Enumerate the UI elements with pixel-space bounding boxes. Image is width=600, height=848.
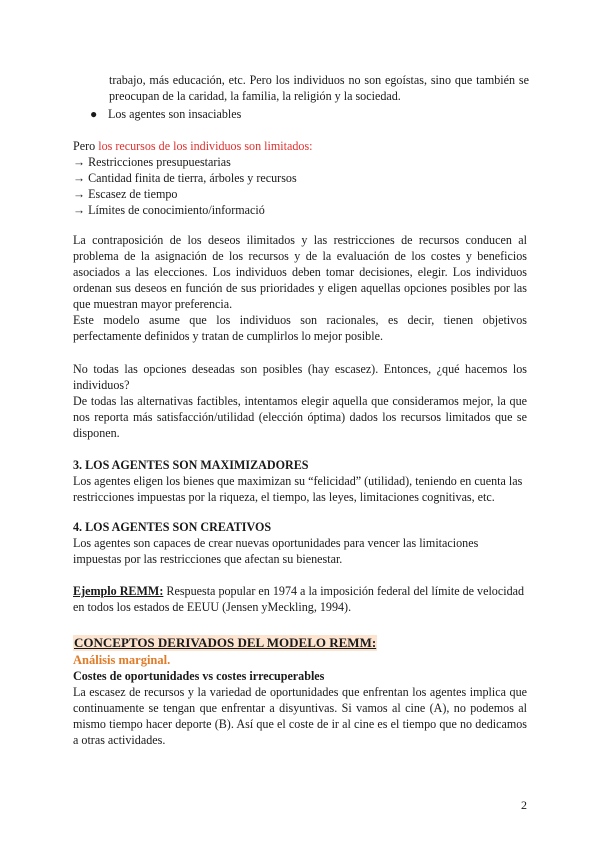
text-line: Los agentes son capaces de crear nuevas oportunidades para vencer las limitaciones <box>73 536 479 550</box>
bullet-continuation <box>109 72 529 104</box>
bullet-item <box>90 106 241 122</box>
text-line: nos reporta más satisfacción/utilidad (elección óptima) dados los recursos limitados que se <box>73 410 527 424</box>
limits-intro-prefix: Pero <box>73 139 99 153</box>
text-line: disponen. <box>73 426 120 440</box>
text-line: perfectamente definidos y tratan de cumplirlos lo mejor posible. <box>73 329 383 343</box>
text-line: individuos? <box>73 378 130 392</box>
text-line: La escasez de recursos y la variedad de oportunidades que enfrentan los agentes implica que <box>73 685 527 699</box>
limit-item: → Límites de conocimiento/informació <box>73 203 265 217</box>
paragraph-allocation <box>73 232 527 344</box>
example-line <box>73 583 527 599</box>
section-maximizers <box>73 457 527 505</box>
limits-section <box>73 138 527 218</box>
text-line: mismo tiempo hacer deporte (B). Así que el coste de ir al cine es el tiempo que no dedicamos <box>73 717 527 731</box>
concepts-heading: CONCEPTOS DERIVADOS DEL MODELO REMM: <box>74 635 377 650</box>
costs-heading: Costes de oportunidades vs costes irrecuperables <box>73 669 325 683</box>
text-line: asociados a las elecciones. Los individuos deben tomar decisiones, elegir. Los individuos <box>73 265 527 279</box>
section-heading: 4. LOS AGENTES SON CREATIVOS <box>73 520 272 534</box>
example-text: Respuesta popular en 1974 a la imposición federal del límite de velocidad <box>163 584 525 598</box>
text-line: Los agentes eligen los bienes que maximizan su “felicidad” (utilidad), teniendo en cuenta las <box>73 474 523 488</box>
section-heading: 3. LOS AGENTES SON MAXIMIZADORES <box>73 458 309 472</box>
text-line: restricciones impuestas por la riqueza, el tiempo, las leyes, limitaciones cognitivas, etc. <box>73 490 495 504</box>
limits-intro-highlight: los recursos de los individuos son limitados: <box>98 139 313 153</box>
text-line: preocupan de la caridad, la familia, la religión y la sociedad. <box>109 89 401 103</box>
text-line: en todos los estados de EEUU (Jensen yMeckling, 1994). <box>73 600 352 614</box>
text-line: No todas las opciones deseadas son posibles (hay escasez). Entonces, ¿qué hacemos los <box>73 362 527 376</box>
text-line: De todas las alternativas factibles, intentamos elegir aquella que consideramos mejor, la que <box>73 394 527 408</box>
example-label: Ejemplo REMM: <box>73 584 164 598</box>
costs-section <box>73 668 527 748</box>
paragraph-choice <box>73 361 527 441</box>
section-creative <box>73 519 527 567</box>
bullet-icon: ● <box>90 107 98 121</box>
marginal-analysis-heading: Análisis marginal. <box>73 653 171 667</box>
text-line: a otras actividades. <box>73 733 166 747</box>
limit-item: → Escasez de tiempo <box>73 187 178 201</box>
limit-item: → Restricciones presupuestarias <box>73 155 231 169</box>
text-line: ordenan sus deseos en función de sus prioridades y eligen aquellas opciones posibles por las <box>73 281 527 295</box>
text-line: impuestas por las restricciones que afectan su bienestar. <box>73 552 343 566</box>
limit-item: → Cantidad finita de tierra, árboles y recursos <box>73 171 297 185</box>
example-remm <box>73 583 527 615</box>
limits-intro <box>73 138 527 154</box>
page-number: 2 <box>521 798 527 812</box>
text-line: que muestran mayor preferencia. <box>73 297 233 311</box>
bullet-text: Los agentes son insaciables <box>108 107 242 121</box>
text-line: Este modelo asume que los individuos son racionales, es decir, tienen objetivos <box>73 313 527 327</box>
text-line: La contraposición de los deseos ilimitados y las restricciones de recursos conducen al <box>73 233 527 247</box>
text-line: problema de la asignación de los recursos y de la evaluación de los costes y beneficios <box>73 249 527 263</box>
text-line: trabajo, más educación, etc. Pero los individuos no son egoístas, sino que también se <box>109 73 529 87</box>
text-line: continuamente se tengan que enfrentar a disyuntivas. Si vamos al cine (A), no podemos al <box>73 701 527 715</box>
